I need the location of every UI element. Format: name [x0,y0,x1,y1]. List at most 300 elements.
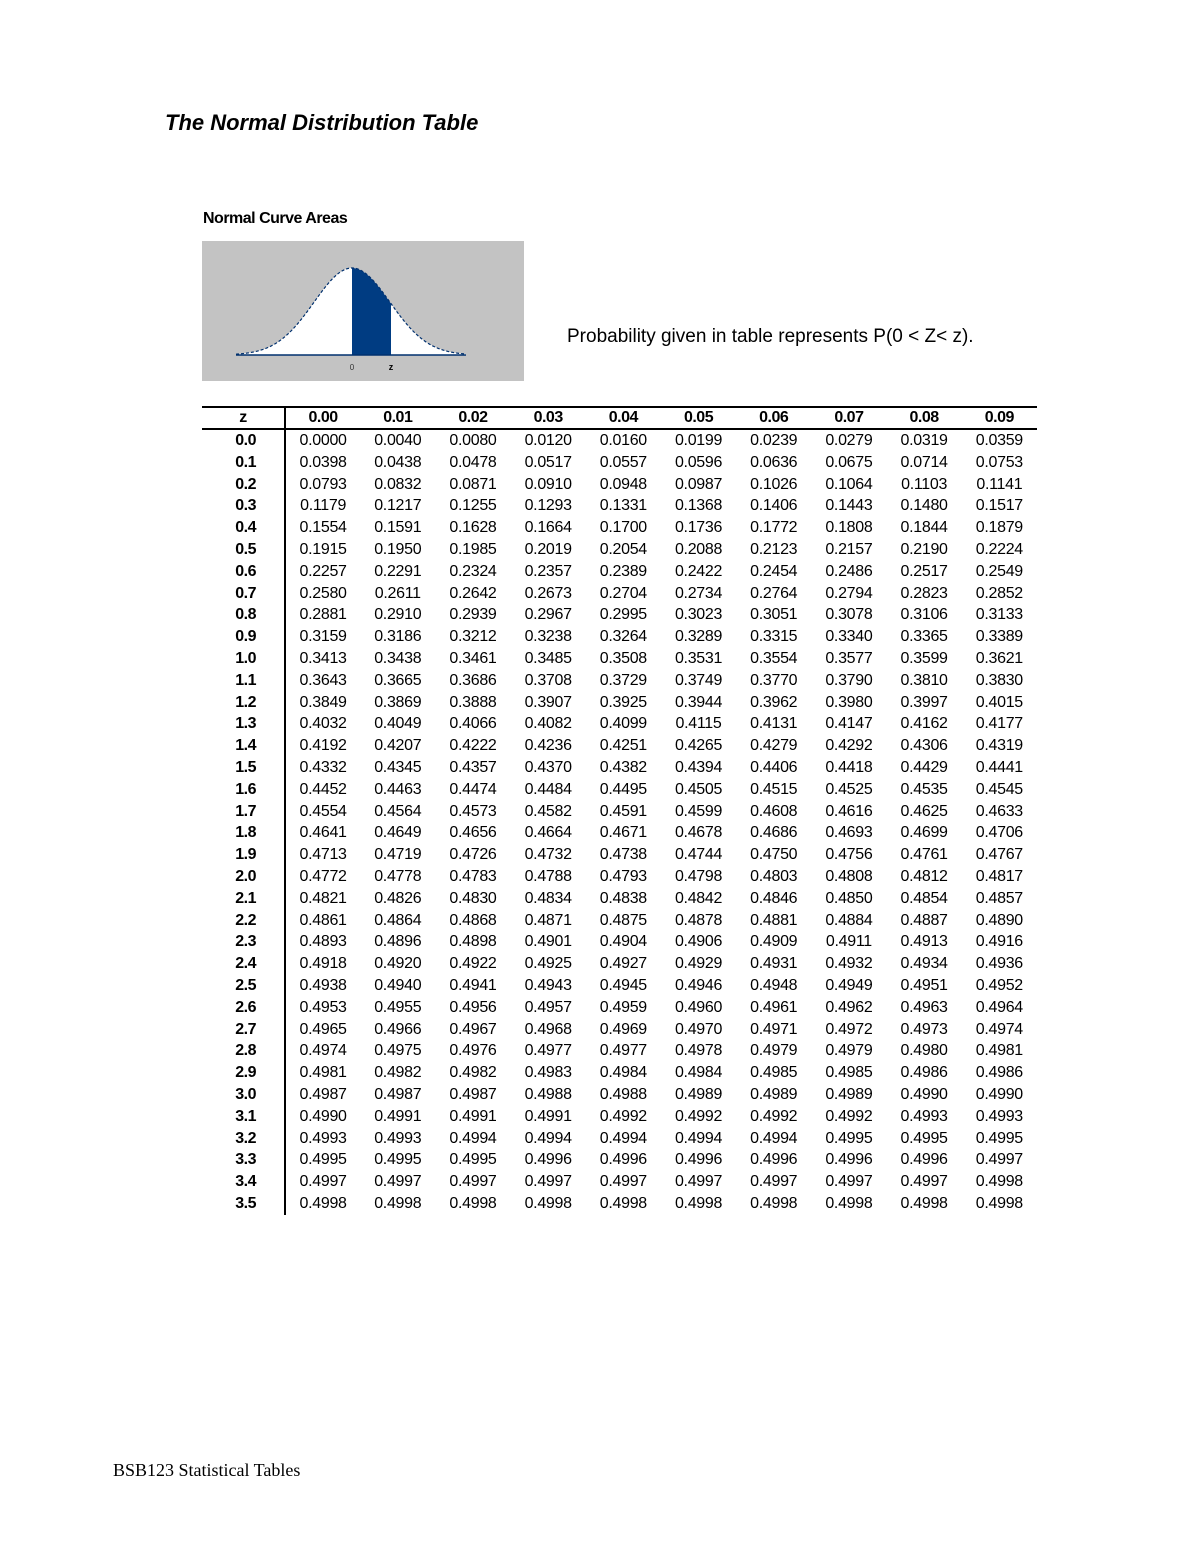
table-cell: 0.4979 [825,1042,873,1060]
table-cell: 0.4545 [975,780,1023,798]
table-cell: 0.2389 [599,562,647,580]
table-cell: 0.4649 [374,824,422,842]
table-row [202,1149,1037,1171]
table-cell: 0.4945 [599,976,647,994]
table-cell: 0.4998 [975,1173,1023,1191]
row-z-label: 1.8 [202,822,285,844]
table-cell: 0.2611 [374,584,421,602]
table-cell: 0.4793 [599,867,647,885]
table-cell: 0.4495 [599,780,647,798]
table-cell: 0.4960 [674,998,723,1016]
table-cell: 0.4616 [825,802,873,820]
table-row [202,1171,1037,1193]
table-cell: 0.4984 [674,1064,723,1082]
table-cell: 0.4505 [674,780,723,798]
column-header: 0.02 [435,407,510,429]
table-cell: 0.4990 [900,1085,948,1103]
table-cell: 0.0557 [599,453,647,471]
table-cell: 0.4049 [374,715,422,733]
table-cell: 0.0478 [449,453,497,471]
table-cell: 0.1293 [524,497,572,515]
table-cell: 0.4991 [449,1107,497,1125]
table-cell: 0.2995 [599,606,647,624]
table-row [202,452,1037,474]
table-cell: 0.2486 [825,562,873,580]
table-cell: 0.4115 [675,715,722,733]
table-row [202,539,1037,561]
table-cell: 0.1141 [976,475,1023,493]
table-cell: 0.4732 [524,846,572,864]
row-z-label: 2.1 [202,888,285,910]
table-cell: 0.0279 [825,432,873,449]
table-cell: 0.4986 [900,1064,948,1082]
table-cell: 0.4896 [374,933,422,951]
table-cell: 0.4357 [449,758,497,776]
table-cell: 0.0675 [825,453,873,471]
row-z-label: 0.4 [202,517,285,539]
table-cell: 0.4996 [524,1151,572,1169]
table-cell: 0.4251 [599,737,647,755]
table-cell: 0.3438 [374,649,422,667]
table-cell: 0.0040 [374,432,422,449]
table-cell: 0.4868 [449,911,497,929]
table-cell: 0.1026 [750,475,798,493]
table-cell: 0.1217 [374,497,422,515]
table-cell: 0.4948 [750,976,798,994]
table-cell: 0.3023 [674,606,723,624]
table-cell: 0.3729 [599,671,647,689]
table-cell: 0.4082 [524,715,572,733]
table-cell: 0.4332 [299,758,347,776]
column-header: 0.07 [811,407,886,429]
table-cell: 0.4834 [524,889,572,907]
table-cell: 0.4980 [900,1042,948,1060]
table-cell: 0.4778 [374,867,422,885]
table-cell: 0.3315 [750,628,798,646]
table-cell: 0.4990 [299,1107,347,1125]
table-cell: 0.4938 [299,976,347,994]
table-cell: 0.4441 [975,758,1023,776]
table-cell: 0.4382 [599,758,647,776]
column-header: 0.03 [511,407,586,429]
table-cell: 0.4991 [374,1107,422,1125]
table-cell: 0.2852 [975,584,1023,602]
table-cell: 0.1554 [299,519,347,537]
table-cell: 0.4871 [524,911,572,929]
table-cell: 0.4032 [299,715,347,733]
table-cell: 0.4946 [674,976,723,994]
table-cell: 0.2939 [449,606,497,624]
table-row [202,495,1037,517]
table-cell: 0.2123 [750,540,798,558]
table-cell: 0.4821 [299,889,347,907]
table-cell: 0.3289 [674,628,723,646]
table-cell: 0.4838 [599,889,647,907]
column-header: 0.06 [736,407,811,429]
table-cell: 0.0714 [900,453,948,471]
table-cell: 0.4994 [524,1129,572,1147]
table-row [202,1040,1037,1062]
probability-note: Probability given in table represents P(0 < Z< z). [567,326,974,347]
table-cell: 0.4997 [900,1173,948,1191]
table-cell: 0.3133 [975,606,1023,624]
table-row [202,1062,1037,1084]
table-cell: 0.4968 [524,1020,572,1038]
table-row [202,648,1037,670]
table-cell: 0.4992 [674,1107,723,1125]
table-cell: 0.4997 [599,1173,647,1191]
table-cell: 0.4931 [750,955,798,973]
table-cell: 0.4850 [825,889,873,907]
row-z-label: 2.5 [202,975,285,997]
table-cell: 0.4993 [900,1107,948,1125]
table-cell: 0.4994 [599,1129,647,1147]
table-row [202,474,1037,496]
table-cell: 0.4973 [900,1020,948,1038]
table-cell: 0.4998 [524,1194,572,1212]
table-row [202,1084,1037,1106]
table-cell: 0.4952 [975,976,1023,994]
table-cell: 0.3830 [975,671,1023,689]
table-cell: 0.4998 [900,1194,948,1212]
table-cell: 0.2881 [299,606,347,624]
table-cell: 0.3790 [825,671,873,689]
table-cell: 0.4993 [975,1107,1023,1125]
table-cell: 0.3186 [374,628,422,646]
table-cell: 0.4997 [449,1173,497,1191]
table-cell: 0.4515 [750,780,798,798]
table-cell: 0.4131 [750,715,798,733]
table-cell: 0.4803 [750,867,798,885]
table-cell: 0.1406 [750,497,798,515]
row-z-label: 1.6 [202,779,285,801]
table-cell: 0.4988 [599,1085,647,1103]
table-cell: 0.4207 [374,737,422,755]
column-header: 0.05 [661,407,736,429]
column-header: 0.00 [285,407,360,429]
table-cell: 0.3849 [299,693,347,711]
table-cell: 0.4641 [299,824,347,842]
table-cell: 0.1443 [825,497,873,515]
label-zero: 0 [349,363,355,372]
table-cell: 0.4535 [900,780,948,798]
table-cell: 0.4983 [524,1064,572,1082]
table-cell: 0.4767 [975,846,1023,864]
page-title: The Normal Distribution Table [165,110,479,135]
table-cell: 0.4699 [900,824,948,842]
table-cell: 0.3962 [750,693,798,711]
table-cell: 0.4922 [449,955,497,973]
table-cell: 0.4998 [674,1194,723,1212]
row-z-label: 0.6 [202,561,285,583]
table-cell: 0.4918 [299,955,347,973]
table-cell: 0.4987 [374,1085,422,1103]
row-z-label: 2.7 [202,1019,285,1041]
table-cell: 0.1664 [524,519,572,537]
table-cell: 0.4995 [825,1129,873,1147]
row-z-label: 2.3 [202,931,285,953]
table-cell: 0.3340 [825,628,873,646]
table-row [202,583,1037,605]
table-row [202,910,1037,932]
table-cell: 0.4429 [900,758,948,776]
table-cell: 0.4162 [900,715,948,733]
table-cell: 0.4884 [825,911,873,929]
table-cell: 0.3159 [299,628,347,646]
table-cell: 0.4678 [674,824,723,842]
row-z-label: 0.8 [202,604,285,626]
table-cell: 0.3485 [524,649,572,667]
table-cell: 0.4994 [674,1129,723,1147]
table-cell: 0.4713 [299,846,347,864]
table-cell: 0.3508 [599,649,647,667]
table-cell: 0.4998 [599,1194,647,1212]
table-cell: 0.0000 [299,432,347,449]
table-cell: 0.3461 [449,649,497,667]
row-z-label: 0.5 [202,539,285,561]
table-cell: 0.4418 [825,758,873,776]
table-row [202,517,1037,539]
table-cell: 0.2054 [599,540,647,558]
row-z-label: 1.7 [202,801,285,823]
table-cell: 0.4932 [825,955,873,973]
table-cell: 0.4993 [374,1129,422,1147]
table-row [202,735,1037,757]
table-cell: 0.4066 [449,715,497,733]
row-z-label: 3.5 [202,1193,285,1215]
table-row [202,975,1037,997]
table-cell: 0.0160 [599,432,647,449]
table-cell: 0.4992 [825,1107,873,1125]
table-cell: 0.4991 [524,1107,572,1125]
table-row [202,953,1037,975]
table-cell: 0.4974 [975,1020,1023,1038]
table-cell: 0.0948 [599,475,647,493]
table-cell: 0.4826 [374,889,422,907]
table-cell: 0.4929 [674,955,723,973]
table-cell: 0.4998 [975,1194,1023,1212]
row-z-label: 2.8 [202,1040,285,1062]
table-cell: 0.4861 [299,911,347,929]
table-cell: 0.2549 [975,562,1023,580]
table-row [202,997,1037,1019]
row-z-label: 3.3 [202,1149,285,1171]
table-cell: 0.2517 [900,562,948,580]
row-z-label: 1.9 [202,844,285,866]
table-cell: 0.4967 [449,1020,497,1038]
table-header-row [202,407,1037,429]
table-cell: 0.4982 [374,1064,422,1082]
column-header: 0.09 [962,407,1037,429]
column-header: 0.08 [887,407,962,429]
table-cell: 0.4664 [524,824,572,842]
table-cell: 0.4966 [374,1020,422,1038]
column-header: 0.04 [586,407,661,429]
table-cell: 0.4582 [524,802,572,820]
row-z-label: 1.4 [202,735,285,757]
table-cell: 0.4906 [674,933,723,951]
table-cell: 0.2088 [674,540,723,558]
table-cell: 0.4941 [449,976,497,994]
table-cell: 0.4996 [825,1151,873,1169]
row-z-label: 0.9 [202,626,285,648]
table-cell: 0.3389 [975,628,1023,646]
table-row [202,779,1037,801]
row-z-label: 2.2 [202,910,285,932]
table-row [202,1128,1037,1150]
row-z-label: 0.3 [202,495,285,517]
row-z-label: 0.7 [202,583,285,605]
table-cell: 0.4989 [674,1085,723,1103]
table-cell: 0.3554 [750,649,798,667]
table-cell: 0.3925 [599,693,647,711]
row-z-label: 1.3 [202,713,285,735]
row-z-label: 3.0 [202,1084,285,1106]
table-cell: 0.4981 [975,1042,1023,1060]
table-cell: 0.4452 [299,780,347,798]
table-cell: 0.1591 [374,519,422,537]
table-cell: 0.4990 [975,1085,1023,1103]
table-cell: 0.4998 [750,1194,798,1212]
normal-curve-svg [202,241,524,381]
table-cell: 0.0199 [674,432,723,449]
table-cell: 0.4279 [750,737,798,755]
table-cell: 0.1879 [975,519,1023,537]
table-cell: 0.1255 [449,497,497,515]
table-cell: 0.3413 [299,649,347,667]
table-row [202,822,1037,844]
table-cell: 0.4996 [900,1151,948,1169]
table-cell: 0.3944 [674,693,723,711]
table-cell: 0.4998 [825,1194,873,1212]
table-cell: 0.0359 [975,432,1023,449]
table-cell: 0.4992 [599,1107,647,1125]
table-cell: 0.2157 [825,540,873,558]
table-row [202,801,1037,823]
table-cell: 0.4474 [449,780,497,798]
table-cell: 0.4808 [825,867,873,885]
table-cell: 0.3708 [524,671,572,689]
table-cell: 0.4982 [449,1064,497,1082]
table-cell: 0.4964 [975,998,1023,1016]
table-cell: 0.4997 [674,1173,723,1191]
table-cell: 0.1103 [901,475,948,493]
page-footer: BSB123 Statistical Tables [113,1460,301,1480]
table-cell: 0.1331 [599,497,647,515]
table-cell: 0.4608 [750,802,798,820]
table-cell: 0.2422 [674,562,723,580]
table-cell: 0.4975 [374,1042,422,1060]
table-row [202,931,1037,953]
table-cell: 0.4564 [374,802,422,820]
row-z-label: 1.2 [202,692,285,714]
table-cell: 0.4992 [750,1107,798,1125]
table-row [202,1106,1037,1128]
table-cell: 0.4987 [299,1085,347,1103]
table-cell: 0.4997 [374,1173,422,1191]
table-cell: 0.4949 [825,976,873,994]
table-cell: 0.4756 [825,846,873,864]
table-cell: 0.0398 [299,453,347,471]
table-cell: 0.0832 [374,475,422,493]
table-cell: 0.2190 [900,540,948,558]
table-cell: 0.4761 [900,846,948,864]
table-cell: 0.2764 [750,584,798,602]
table-cell: 0.4981 [299,1064,347,1082]
table-cell: 0.4995 [900,1129,948,1147]
table-cell: 0.0793 [299,475,347,493]
table-cell: 0.3686 [449,671,497,689]
table-cell: 0.4940 [374,976,422,994]
table-cell: 0.4998 [299,1194,347,1212]
table-cell: 0.4706 [975,824,1023,842]
table-cell: 0.4406 [750,758,798,776]
table-cell: 0.3810 [900,671,948,689]
table-cell: 0.4147 [825,715,873,733]
table-cell: 0.4015 [975,693,1023,711]
table-cell: 0.2734 [674,584,723,602]
table-cell: 0.4969 [599,1020,647,1038]
table-cell: 0.2357 [524,562,572,580]
table-cell: 0.4686 [750,824,798,842]
table-cell: 0.4989 [825,1085,873,1103]
table-cell: 0.3264 [599,628,647,646]
table-cell: 0.0120 [524,432,572,449]
table-cell: 0.4989 [750,1085,798,1103]
table-cell: 0.4693 [825,824,873,842]
table-cell: 0.4177 [975,715,1023,733]
table-cell: 0.4909 [750,933,798,951]
table-cell: 0.2454 [750,562,798,580]
normal-table [202,406,1037,1215]
table-cell: 0.4830 [449,889,497,907]
table-cell: 0.2257 [299,562,347,580]
table-cell: 0.3907 [524,693,572,711]
table-cell: 0.4997 [825,1173,873,1191]
row-z-label: 3.1 [202,1106,285,1128]
table-cell: 0.3665 [374,671,422,689]
table-cell: 0.4997 [975,1151,1023,1169]
table-cell: 0.3749 [674,671,723,689]
row-z-label: 0.1 [202,452,285,474]
table-cell: 0.4998 [374,1194,422,1212]
table-row [202,844,1037,866]
table-cell: 0.4319 [975,737,1023,755]
table-cell: 0.4934 [900,955,948,973]
table-cell: 0.4920 [374,955,422,973]
table-cell: 0.4671 [599,824,647,842]
table-cell: 0.4236 [524,737,572,755]
table-cell: 0.4961 [750,998,798,1016]
curve-area-white [236,268,466,355]
table-cell: 0.4812 [900,867,948,885]
table-cell: 0.1700 [599,519,647,537]
table-cell: 0.0636 [750,453,798,471]
table-cell: 0.1915 [299,540,347,558]
table-cell: 0.2967 [524,606,572,624]
table-cell: 0.4986 [975,1064,1023,1082]
table-cell: 0.0517 [524,453,572,471]
table-cell: 0.4979 [750,1042,798,1060]
table-cell: 0.3888 [449,693,497,711]
table-cell: 0.4099 [599,715,647,733]
table-cell: 0.1179 [300,497,347,515]
table-cell: 0.4192 [299,737,347,755]
table-cell: 0.1844 [900,519,948,537]
table-cell: 0.0438 [374,453,422,471]
table-cell: 0.4599 [674,802,723,820]
table-cell: 0.1985 [449,540,497,558]
